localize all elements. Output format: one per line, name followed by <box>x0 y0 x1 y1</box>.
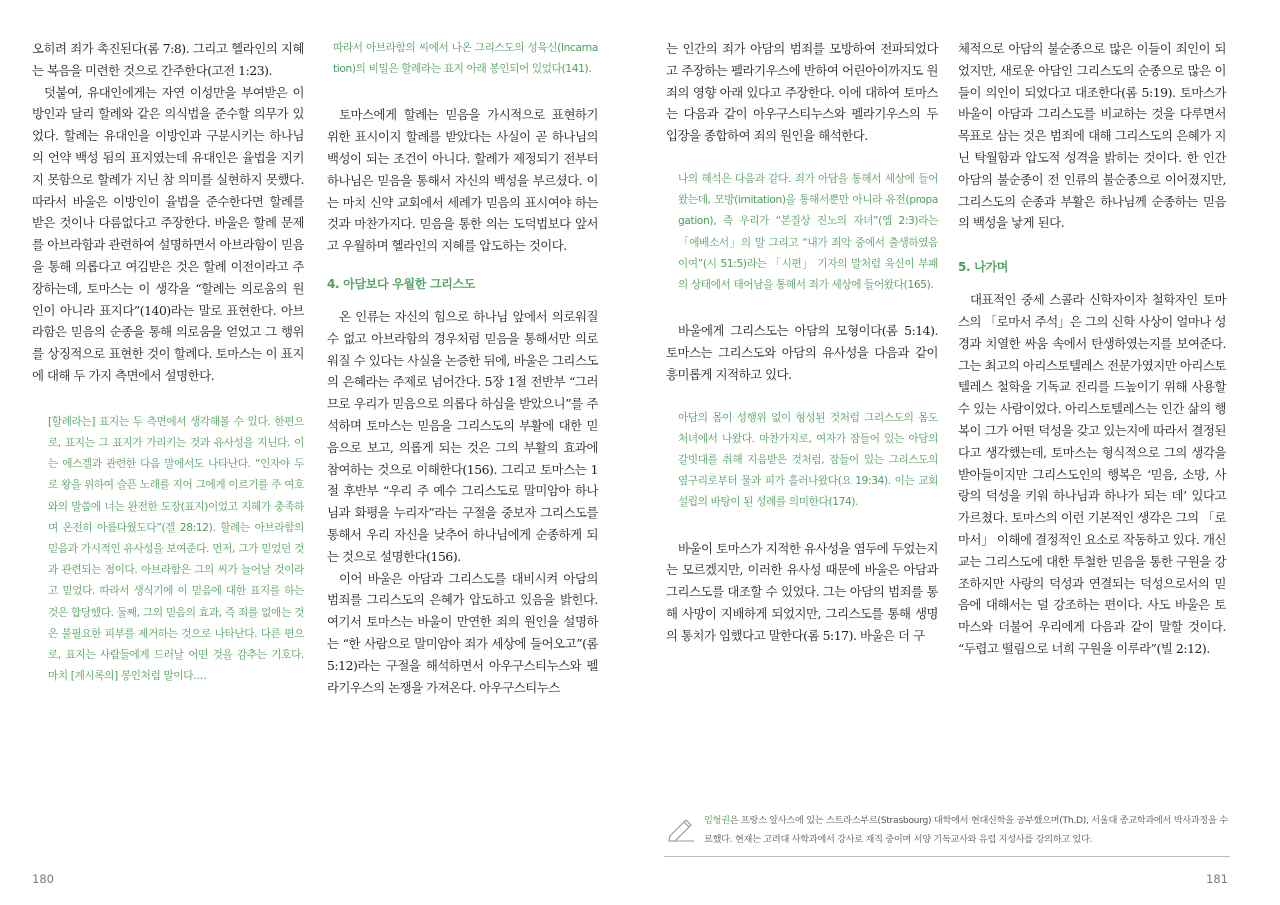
body-paragraph: 는 인간의 죄가 아담의 범죄를 모방하여 전파되었다고 주장하는 펠라기우스에 반하여 어린아이까지도 원죄의 영향 아래 있다고 주장한다. 이에 대하여 토마스는 다음과 같이 아우구스티누스와 펠라기우스의 두 입장을 종합하여 죄의 원인을 해석한다. <box>666 41 938 144</box>
block-quote: [할례라는] 표지는 두 측면에서 생각해볼 수 있다. 한편으로, 표지는 그 표지가 가리키는 것과 유사성을 지닌다. 이는 에스겔과 관련한 다음 말에서도 나타난다. “인자야 두로 왕을 위하여 슬픈 노래를 지어 그에게 이르기를 주 여호와의 말씀에 너는 완전한 도장(표지)이었고 지혜가 충족하며 온전히 아름다웠도다”(겔 28:12). 할례는 아브라함의 믿음과 가시적인 유사성을 보여준다. 먼저, 그가 믿었던 것과 관련되는 점이다. 아브라함은 그의 씨가 늘어날 것이라고 믿었다. 따라서 생식기에 이 믿음에 대한 표지를 하는 것은 합당했다. 둘째, 그의 믿음의 효과, 즉 죄를 없애는 것은 불필요한 피부를 제거하는 것으로 나타난다. 다른 편으로, 표지는 사람들에게 드러날 어떤 것을 감추는 기호다. 마치 [계시록의] 봉인처럼 말이다.… <box>48 415 304 683</box>
author-note <box>664 812 1230 857</box>
author-bio: 은 프랑스 알사스에 있는 스트라스부르(Strasbourg) 대학에서 현대신학을 공부했으며(Th.D), 서울대 종교학과에서 박사과정을 수료했다. 현재는 고려대 사학과에서 강사로 재직 중이며 서양 기독교사와 유럽 지성사를 강의하고 있다. <box>704 815 1228 845</box>
pencil-icon <box>666 814 696 842</box>
body-paragraph: 대표적인 중세 스콜라 신학자이자 철학자인 토마스의 「로마서 주석」은 그의 신학 사상이 얼마나 성경과 치열한 싸움 속에서 탄생하였는지를 보여준다. 그는 최고의 아리스토텔레스 전문가였지만 아리스토텔레스 철학을 기독교 진리를 드높이기 위해 사용할 수 있는 사람이었다. 아리스토텔레스는 인간 삶의 행복이 그가 어떤 덕성을 갖고 있는지에 따라서 결정된다고 생각했는데, 토마스는 형식적으로 그의 생각을 받아들이지만 그리스도인의 행복은 ‘믿음, 소망, 사랑의 덕성을 키워 하나님과 하나가 되는 데’ 있다고 가르쳤다. 토마스의 이런 기본적인 생각은 그의 「로마서」 이해에 결정적인 요소로 작동하고 있다. 개신교는 그리스도에 대한 투철한 믿음을 통한 구원을 강조하지만 사랑의 덕성과 연결되는 덕성으로서의 믿음에 대해서는 덜 강조하는 편이다. 사도 바울은 토마스와 더불어 우리에게 다음과 같이 말할 것이다. “두렵고 떨림으로 너희 구원을 이루라”(빌 2:12). <box>958 292 1226 656</box>
body-paragraph: 체적으로 아담의 불순종으로 많은 이들이 죄인이 되었지만, 새로운 아담인 그리스도의 순종으로 많은 이들이 의인이 되었다고 대조한다(롬 5:19). 토마스가 바울이 아담과 그리스도를 비교하는 것을 다루면서 목표로 삼는 것은 범죄에 대해 그리스도의 은혜가 지닌 탁월함과 압도적 성격을 밝히는 것이다. 한 인간 아담의 불순종이 전 인류의 불순종으로 이어졌지만, 그리스도의 순종과 부활은 하나님께 순종하는 믿음의 백성을 낳게 된다. <box>958 41 1226 231</box>
author-name: 임형권 <box>704 815 730 826</box>
body-paragraph: 바울이 토마스가 지적한 유사성을 염두에 두었는지는 모르겠지만, 이러한 유사성 때문에 바울은 아담과 그리스도를 대조할 수 있었다. 그는 아담의 범죄를 통해 사망이 지배하게 되었지만, 그리스도를 통해 생명의 통치가 임했다고 말한다(롬 5:17). 바울은 더 구 <box>666 540 938 643</box>
right-page-column-1 <box>666 38 938 647</box>
body-paragraph: 온 인류는 자신의 힘으로 하나님 앞에서 의로워질 수 없고 아브라함의 경우처럼 믿음을 통해서만 의로워질 수 있다는 사실을 논증한 뒤에, 바울은 그리스도의 은혜라는 주제로 넘어간다. 5장 1절 전반부 “그러므로 우리가 믿음으로 의롭다 하심을 받았으니”를 주석하며 토마스는 믿음을 그리스도의 부활에 대한 믿음으로 보고, 의롭게 되는 것은 그의 부활의 효과에 참여하는 것으로 이해한다(156). 그리고 토마스는 1절 후반부 “우리 주 예수 그리스도로 말미암아 하나님과 화평을 누리자”라는 구절을 중보자 그리스도를 통해서 우리 자신을 낮추어 하나님에게 순종하게 되는 것으로 설명한다(156). <box>327 308 598 564</box>
left-page-column-1 <box>32 38 304 687</box>
block-quote: 나의 해석은 다음과 같다. 죄가 아담을 통해서 세상에 들어왔는데, 모방(imitation)을 통해서뿐만 아니라 유전(propagation), 즉 우리가 “본질상 진노의 자녀”(엡 2:3)라는 「에베소서」의 말 그리고 “내가 죄악 중에서 출생하였음이여”(시 51:5)라는 「시편」 기자의 말처럼 육신이 부패의 상태에서 태어남을 통해서 죄가 세상에 들어왔다(165). <box>678 172 938 291</box>
body-paragraph: 덧붙여, 유대인에게는 자연 이성만을 부여받은 이방인과 달리 할례와 같은 의식법을 준수할 의무가 있었다. 할례는 유대인을 이방인과 구분시키는 하나님의 언약 백성 됨의 표지였는데 유대인은 율법을 지키지 못함으로 할례가 지닌 참 의미를 실현하지 못했다. 따라서 바울은 이방인이 율법을 준수한다면 할례를 받은 것이나 다름없다고 주장한다. 바울은 할례 문제를 아브라함과 관련하여 설명하면서 아브라함이 믿음을 통해 의롭다고 여김받은 것은 할례 이전이라고 주장하는데, 토마스는 이 생각을 “할례는 의로움의 원인이 아니라 표지다”(140)라는 말로 표현한다. 아브라함은 믿음의 순종을 통해 의로움을 얻었고 그 행위를 상징적으로 표현한 것이 할례다. 토마스는 이 표지에 대해 두 가지 측면에서 설명한다. <box>32 84 304 383</box>
block-quote: 따라서 아브라함의 씨에서 나온 그리스도의 성육신(Incarnation)의 비밀은 할례라는 표지 아래 봉인되어 있었다(141). <box>333 42 598 76</box>
body-paragraph: 이어 바울은 아담과 그리스도를 대비시켜 아담의 범죄를 그리스도의 은혜가 압도하고 있음을 밝힌다. 여기서 토마스는 바울이 만연한 죄의 원인을 설명하는 “한 사람으로 말미암아 죄가 세상에 들어오고”(롬 5:12)라는 구절을 해석하면서 아우구스티누스와 펠라기우스의 논쟁을 가져온다. 아우구스티누스 <box>327 570 598 695</box>
block-quote: 아담의 몸이 성행위 없이 형성된 것처럼 그리스도의 몸도 처녀에서 나왔다. 마찬가지로, 여자가 잠들어 있는 아담의 갈빗대를 취해 지음받은 것처럼, 잠들어 있는 그리스도의 옆구리로부터 물과 피가 흘러나왔다(요 19:34). 이는 교회 설립의 바탕이 된 성례를 의미한다(174). <box>678 411 938 509</box>
right-page-column-2 <box>958 38 1226 660</box>
page-number-right: 181 <box>1206 872 1228 886</box>
page-number-left: 180 <box>32 872 54 886</box>
body-paragraph: 토마스에게 할례는 믿음을 가시적으로 표현하기 위한 표시이지 할례를 받았다는 사실이 곧 하나님의 백성이 되는 조건이 아니다. 할례가 제정되기 전부터 하나님은 믿음을 통해서 자신의 백성을 부르셨다. 이는 마치 신약 교회에서 세례가 믿음의 표시여야 하는 것과 마찬가지다. 믿음을 통한 의는 도덕법보다 앞서고 우월하며 헬라인의 지혜를 압도하는 것이다. <box>327 107 598 254</box>
body-paragraph: 바울에게 그리스도는 아담의 모형이다(롬 5:14). 토마스는 그리스도와 아담의 유사성을 다음과 같이 흥미롭게 지적하고 있다. <box>666 323 938 382</box>
left-page-column-2 <box>327 38 598 698</box>
section-heading: 4. 아담보다 우월한 그리스도 <box>327 276 476 291</box>
section-heading: 5. 나가며 <box>958 260 1009 275</box>
body-paragraph: 오히려 죄가 촉진된다(롬 7:8). 그리고 헬라인의 지혜는 복음을 미련한 것으로 간주한다(고전 1:23). <box>32 41 304 78</box>
